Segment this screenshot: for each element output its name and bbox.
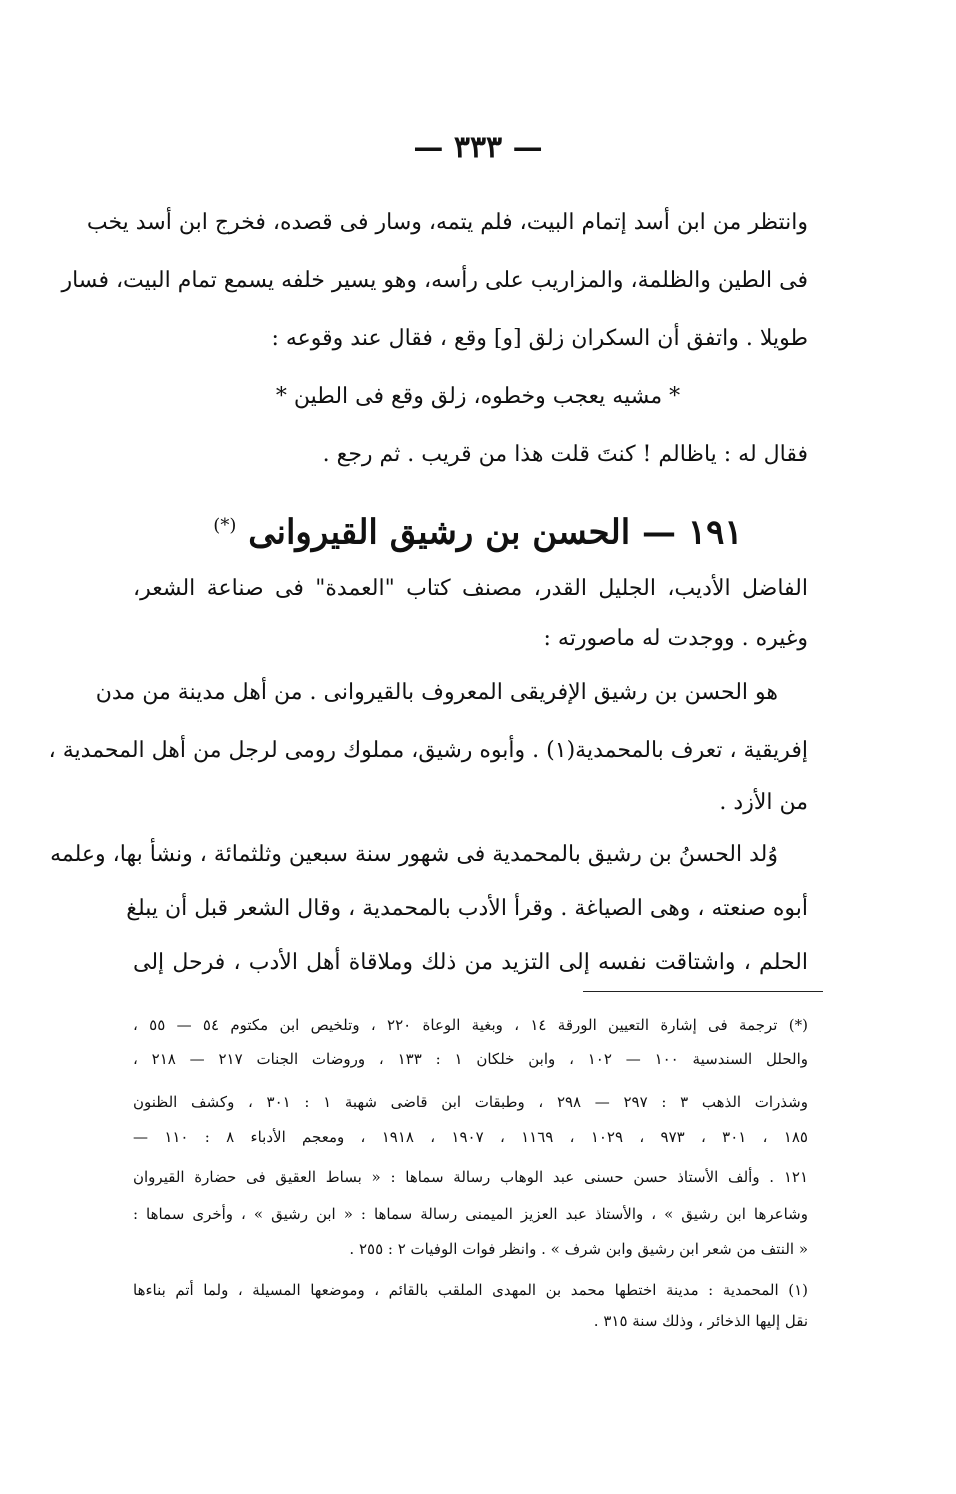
entry-p1-line-1: الفاضل الأديب، الجليل القدر، مصنف كتاب "العمدة" فى صناعة الشعر، — [133, 576, 808, 601]
footnote-star-line-3: وشذرات الذهب ٣ : ٢٩٧ — ٢٩٨ ، وطبقات ابن قاضى شهبة ١ : ٣٠١ ، وكشف الظنون — [133, 1093, 808, 1111]
footnote-star-line-4: ١٨٥ ، ٣٠١ ، ٩٧٣ ، ١٠٢٩ ، ١١٦٩ ، ١٩٠٧ ، ١٩١٨ ، ومعجم الأدباء ٨ : ١١٠ — — [133, 1128, 808, 1146]
footnote-star-line-5: ١٢١ . وألف الأستاذ حسن حسنى عبد الوهاب رسالة سماها : « بساط العقيق فى حضارة القيروان — [133, 1168, 808, 1186]
entry-p3-line-1: وُلد الحسنُ بن رشيق بالمحمدية فى شهور سنة سبعين وثلثمائة ، ونشأ بها، وعلمه — [50, 842, 778, 867]
intro-line-2: فى الطين والظلمة، والمزاريب على رأسه، وهو يسير خلفه يسمع تمام البيت، فسار — [61, 268, 808, 293]
footnote-1-line-1: (١) المحمدية : مدينة اختطها محمد بن المهدى الملقب بالقائم ، وموضعها المسيلة ، ولما أتم بناءها — [133, 1281, 808, 1299]
intro-line-3: طويلا . واتفق أن السكران زلق [و] وقع ، فقال عند وقوعه : — [271, 326, 808, 351]
entry-p2-line-1: هو الحسن بن رشيق الإفريقى المعروف بالقيروانى . من أهل مدينة من مدن — [95, 680, 778, 705]
entry-p2-line-3: من الأزد . — [719, 790, 808, 815]
intro-line-1: وانتظر من ابن أسد إتمام البيت، فلم يتمه، وسار فى قصده، فخرج ابن أسد يخب — [86, 210, 808, 235]
footnote-star-line-7: « النتف من شعر ابن رشيق وابن شرف » . وانظر فوات الوفيات ٢ : ٢٥٥ . — [349, 1240, 808, 1258]
footnote-rule — [583, 991, 823, 992]
entry-p3-line-2: أبوه صنعته ، وهى الصياغة . وقرأ الأدب بالمحمدية ، وقال الشعر قبل أن يبلغ — [126, 896, 808, 921]
entry-p1-line-2: وغيره . ووجدت له ماصورته : — [543, 626, 808, 651]
page-number: — ٣٣٣ — — [413, 130, 543, 165]
entry-p3-line-3: الحلم ، واشتاقت نفسه إلى التزيد من ذلك وملاقاة أهل الأدب ، فرحل إلى — [133, 950, 808, 975]
entry-heading-text: ١٩١ — الحسن بن رشيق القيروانى — [248, 512, 743, 553]
footnote-star-line-6: وشاعرها ابن رشيق » ، والأستاذ عبد العزيز الميمنى رسالة سماها : « ابن رشيق » ، وأخرى سماها : — [133, 1205, 808, 1223]
footnote-star-line-2: والحلل السندسية ١٠٠ — ١٠٢ ، وابن خلكان ١ : ١٣٣ ، وروضات الجنات ٢١٧ — ٢١٨ ، — [133, 1050, 809, 1068]
entry-p2-line-2: إفريقية ، تعرف بالمحمدية(١) . وأبوه رشيق، مملوك رومى لرجل من أهل المحمدية ، — [48, 738, 808, 763]
footnote-star-line-1: (*) ترجمة فى إشارة التعيين الورقة ١٤ ، وبغية الوعاة ٢٢٠ ، وتلخيص ابن مكتوم ٥٤ — ٥٥ ، — [133, 1016, 808, 1034]
footnote-1-line-2: نقل إليها الذخائر ، وذلك سنة ٣١٥ . — [593, 1312, 808, 1330]
intro-closing-line: فقال له : ياظالم ! كنتَ قلت هذا من قريب . ثم رجع . — [322, 442, 808, 467]
verse-line: * مشيه يعجب وخطوه، زلق وقع فى الطين * — [275, 384, 681, 409]
entry-heading-footnote-mark: (*) — [213, 515, 237, 536]
entry-heading — [0, 498, 956, 560]
